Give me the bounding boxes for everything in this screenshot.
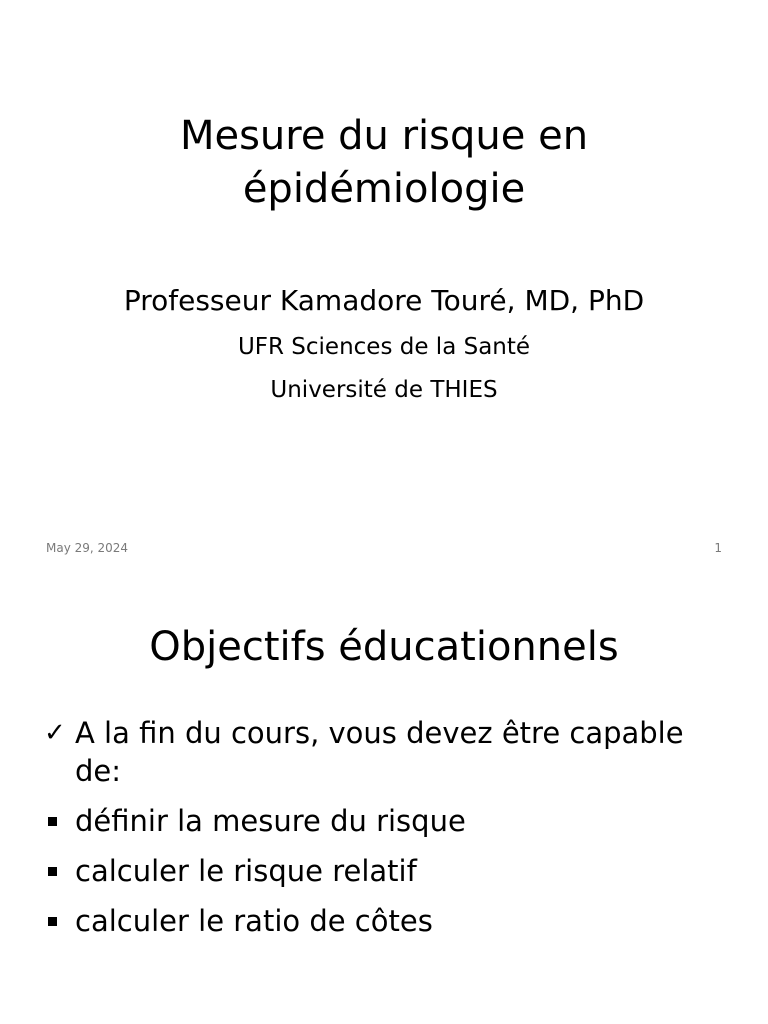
list-item-text: calculer le risque relatif — [75, 854, 417, 888]
slide-title: Objectifs éducationnels — [149, 624, 619, 670]
check-icon: ✓ — [44, 718, 66, 748]
list-item — [44, 852, 734, 890]
square-bullet-icon — [48, 817, 57, 826]
slide-title — [0, 110, 768, 216]
list-item — [44, 902, 734, 940]
affiliation-university: Université de THIES — [270, 377, 498, 403]
affiliation-faculty: UFR Sciences de la Santé — [237, 334, 531, 360]
footer-page-number: 1 — [714, 541, 722, 555]
author-name: Professeur Kamadore Touré, MD, PhD — [123, 284, 645, 317]
objectives-list — [44, 714, 734, 952]
square-bullet-icon — [48, 917, 57, 926]
list-item — [44, 714, 734, 790]
slide-title-line-2: épidémiologie — [242, 166, 526, 212]
list-item-text: définir la mesure du risque — [75, 804, 466, 838]
square-bullet-icon — [48, 867, 57, 876]
list-item — [44, 802, 734, 840]
list-item-text: A la fin du cours, vous devez être capable de: — [75, 716, 684, 788]
footer-date: May 29, 2024 — [46, 541, 129, 555]
list-item-text: calculer le ratio de côtes — [75, 904, 433, 938]
slide-2 — [0, 576, 768, 1024]
slide-title-line-1: Mesure du risque en — [179, 113, 589, 159]
